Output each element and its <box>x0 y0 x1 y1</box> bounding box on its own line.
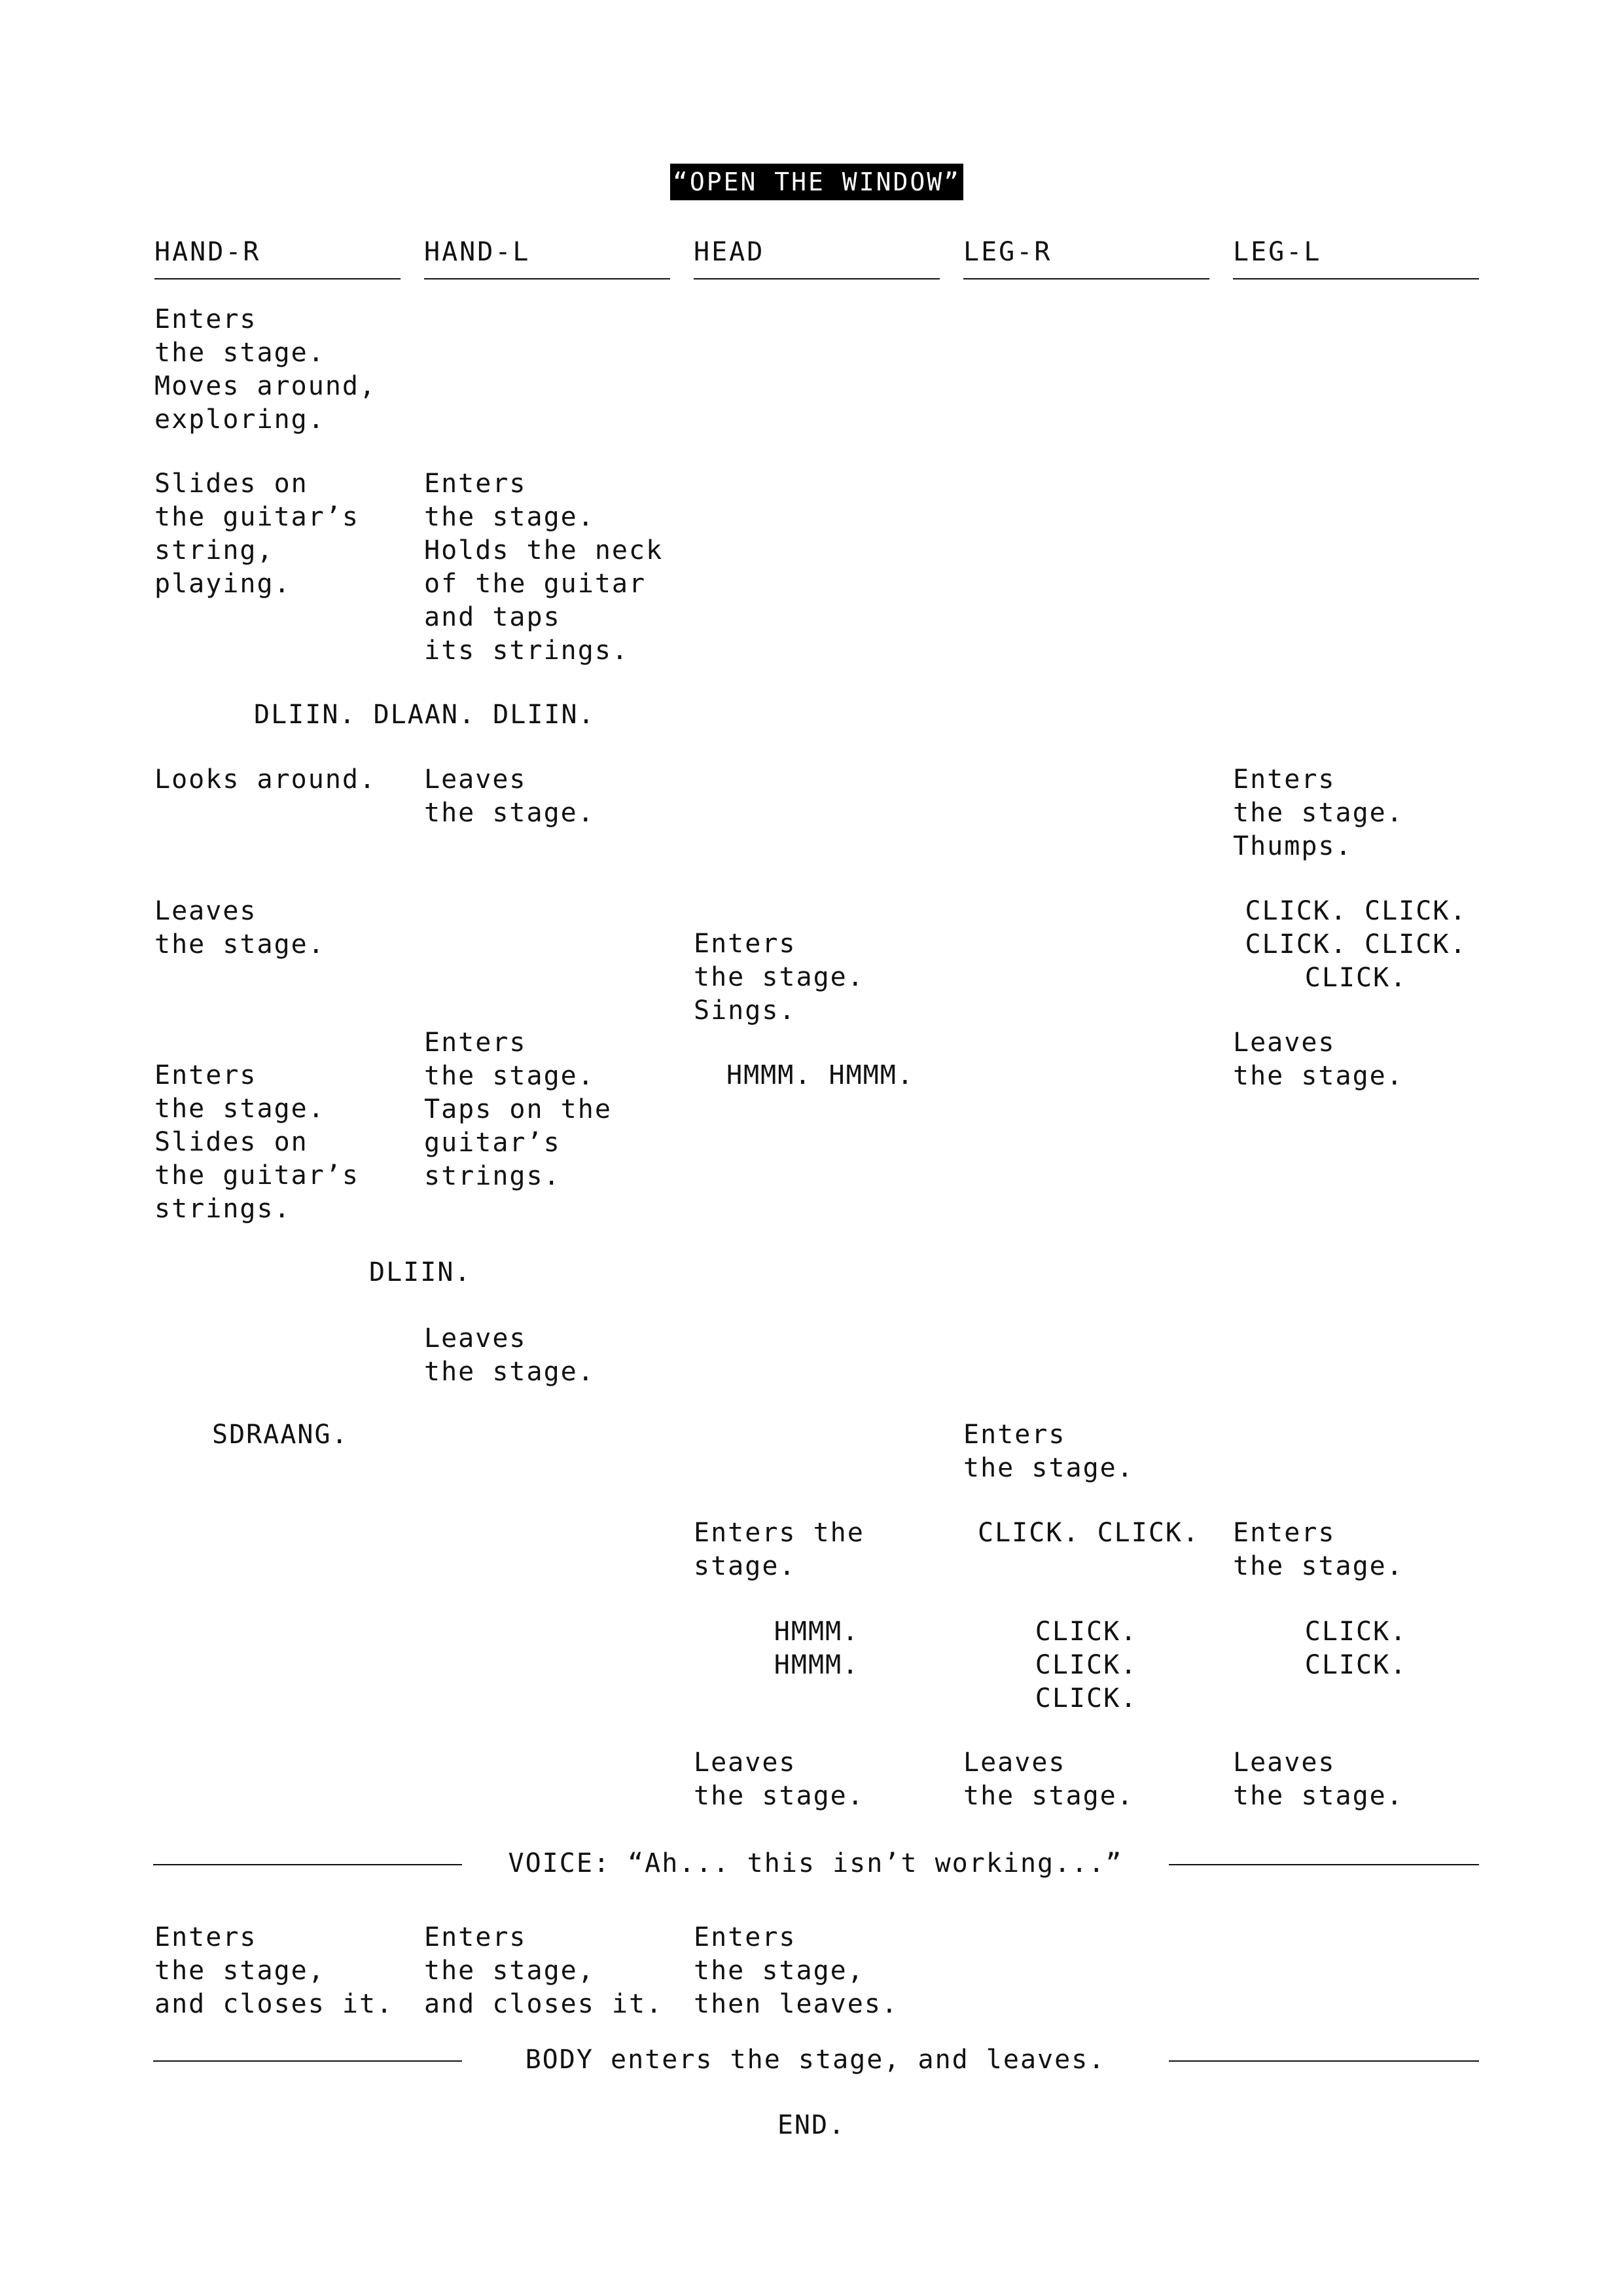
hand-r-direction: Enters the stage, and closes it. <box>154 1922 394 2019</box>
hand-l-direction: Enters the stage. Holds the neck of the guitar and taps its strings. <box>424 469 664 666</box>
column-header-label: HEAD <box>694 237 765 267</box>
divider-rule <box>1169 2060 1479 2062</box>
leg-r-direction: Enters the stage. <box>963 1420 1134 1483</box>
sound-effect: HMMM. HMMM. <box>726 1060 914 1090</box>
hand-r-direction: Looks around. <box>154 764 377 795</box>
hand-l-direction: Enters the stage, and closes it. <box>424 1922 664 2019</box>
column-header-leg-l <box>1233 236 1479 279</box>
head-direction: Leaves the stage. <box>694 1748 865 1811</box>
voice-line: VOICE: “Ah... this isn’t working...” <box>508 1848 1123 1878</box>
sound-effect: CLICK. CLICK. <box>1304 1617 1408 1680</box>
sound-effect: DLIIN. <box>369 1257 472 1287</box>
column-header-rule <box>1233 278 1479 279</box>
hand-l-direction: Leaves the stage. <box>424 1323 595 1387</box>
head-direction: Enters the stage, then leaves. <box>694 1922 899 2019</box>
end-marker: END. <box>777 2110 846 2140</box>
head-direction: Enters the stage. Sings. <box>694 929 865 1026</box>
hand-r-direction: Leaves the stage. <box>154 896 325 960</box>
column-header-label: LEG-R <box>963 237 1052 267</box>
leg-l-direction: Enters the stage. Thumps. <box>1233 764 1404 861</box>
column-header-leg-r <box>963 236 1209 279</box>
script-title: “OPEN THE WINDOW” <box>670 164 963 200</box>
sound-effect: HMMM. HMMM. <box>774 1617 860 1680</box>
column-header-label: LEG-L <box>1233 237 1322 267</box>
leg-r-direction: Leaves the stage. <box>963 1748 1134 1811</box>
divider-rule <box>153 1864 462 1865</box>
head-direction: Enters the stage. <box>694 1518 865 1581</box>
leg-l-direction: Leaves the stage. <box>1233 1028 1404 1091</box>
sound-effect: CLICK. CLICK. CLICK. CLICK. CLICK. <box>1245 896 1467 993</box>
leg-l-direction: Leaves the stage. <box>1233 1748 1404 1811</box>
sound-effect: CLICK. CLICK. <box>978 1518 1200 1548</box>
column-header-label: HAND-R <box>154 237 261 267</box>
column-header-hand-l <box>424 236 670 279</box>
column-header-rule <box>694 278 940 279</box>
column-header-head <box>694 236 940 279</box>
leg-l-direction: Enters the stage. <box>1233 1518 1404 1581</box>
hand-r-direction: Slides on the guitar’s string, playing. <box>154 469 359 599</box>
sound-effect: SDRAANG. <box>212 1420 349 1450</box>
column-header-rule <box>424 278 670 279</box>
column-header-rule <box>154 278 401 279</box>
hand-r-direction: Enters the stage. Moves around, exploring. <box>154 304 377 435</box>
body-line: BODY enters the stage, and leaves. <box>525 2045 1106 2075</box>
sound-effect: CLICK. CLICK. CLICK. <box>1035 1617 1138 1713</box>
column-header-hand-r <box>154 236 401 279</box>
column-header-rule <box>963 278 1209 279</box>
sound-effect: DLIIN. DLAAN. DLIIN. <box>254 700 596 730</box>
hand-l-direction: Enters the stage. Taps on the guitar’s strings. <box>424 1028 612 1191</box>
hand-r-direction: Enters the stage. Slides on the guitar’s strings. <box>154 1060 359 1224</box>
divider-rule <box>153 2060 462 2062</box>
divider-rule <box>1169 1864 1479 1865</box>
hand-l-direction: Leaves the stage. <box>424 764 595 828</box>
column-header-label: HAND-L <box>424 237 531 267</box>
